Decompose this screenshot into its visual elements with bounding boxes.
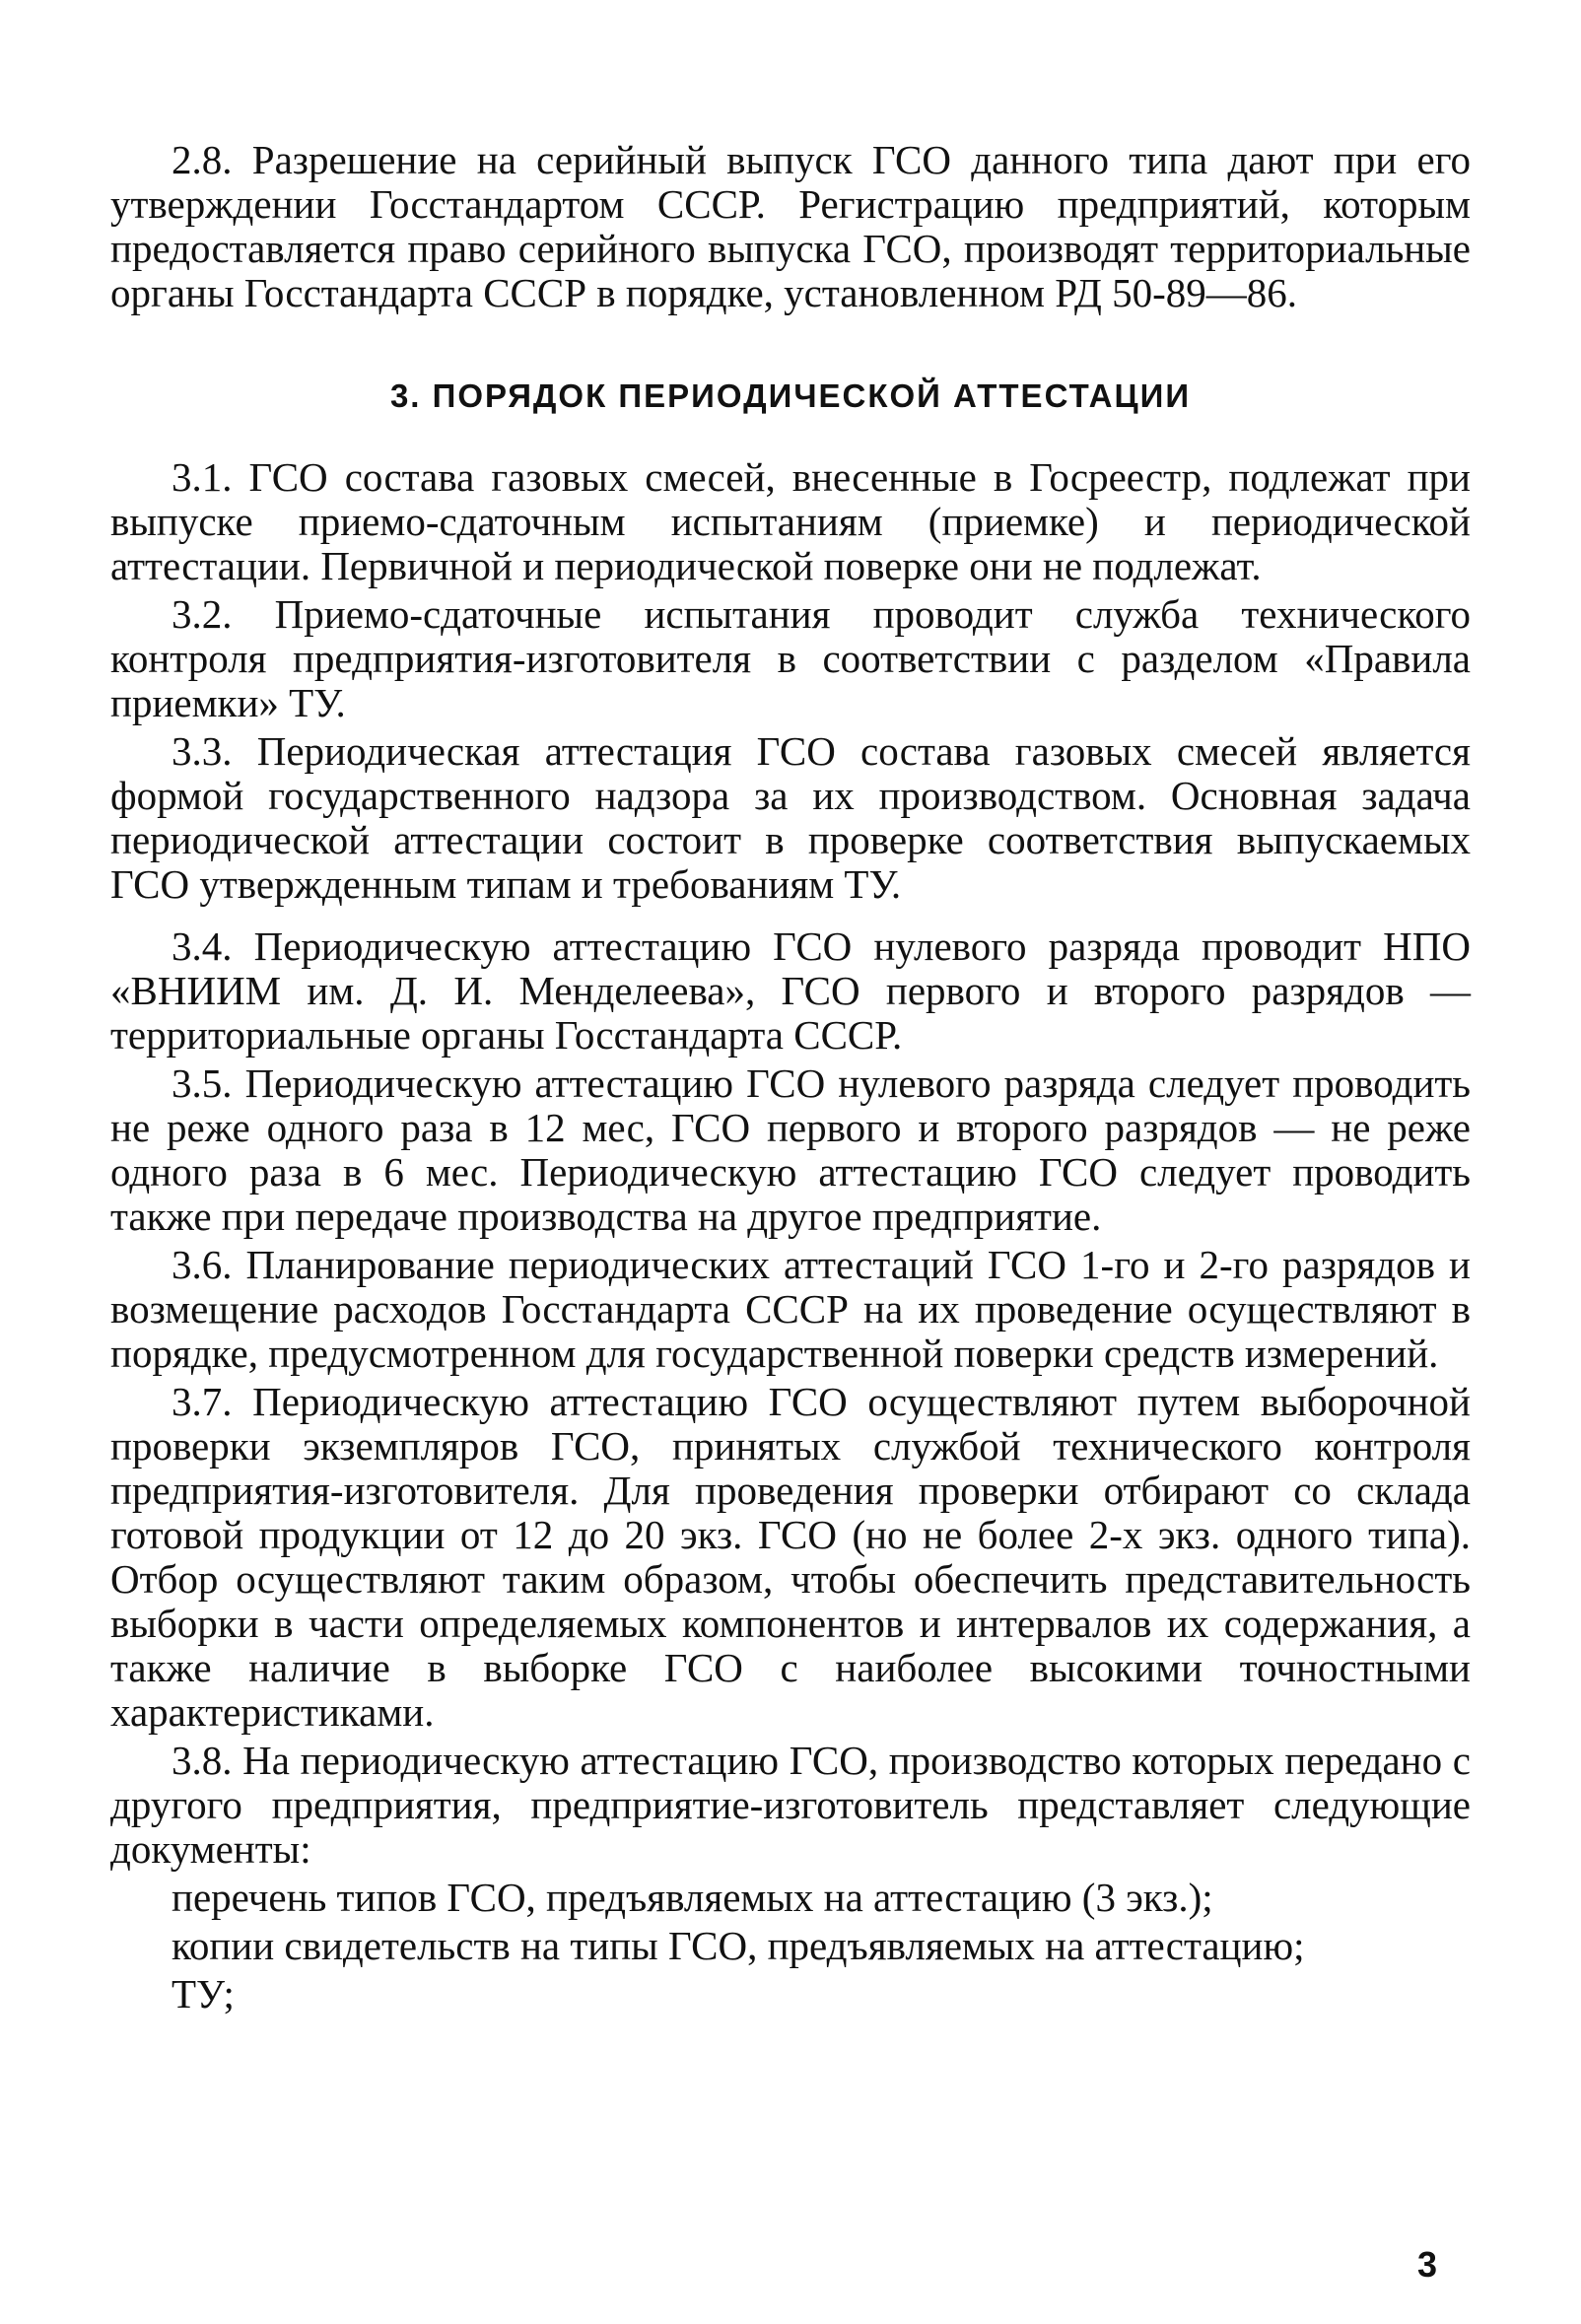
page-number: 3 bbox=[1416, 2244, 1437, 2285]
paragraph-3-6: 3.6. Планирование периодических аттестаций ГСО 1-го и 2-го разрядов и возмещение расходов Госстандарта СССР на их проведение осуществляют в порядке, предусмотренном для государственной поверки средств измерений. bbox=[110, 1242, 1471, 1376]
document-page bbox=[110, 138, 1471, 2016]
paragraph-3-3: 3.3. Периодическая аттестация ГСО состава газовых смесей является формой государственного надзора за их производством. Основная задача периодической аттестации состоит в проверке соответствия выпускаемых ГСО утвержденным типам и требованиям ТУ. bbox=[110, 728, 1471, 907]
paragraph-3-2: 3.2. Приемо-сдаточные испытания проводит служба технического контроля предприятия-изготовителя в соответствии с разделом «Правила приемки» ТУ. bbox=[110, 591, 1471, 725]
paragraph-3-7: 3.7. Периодическую аттестацию ГСО осуществляют путем выборочной проверки экземпляров ГСО, принятых службой технического контроля предприятия-изготовителя. Для проведения проверки отбирают со склада готовой продукции от 12 до 20 экз. ГСО (но не более 2-х экз. одного типа). Отбор осуществляют таким образом, чтобы обеспечить представительность выборки в части определяемых компонентов и интервалов их содержания, а также наличие в выборке ГСО с наиболее высокими точностными характеристиками. bbox=[110, 1379, 1471, 1735]
paragraph-3-1: 3.1. ГСО состава газовых смесей, внесенные в Госреестр, подлежат при выпуске приемо-сдаточным испытаниям (приемке) и периодической аттестации. Первичной и периодической поверке они не подлежат. bbox=[110, 454, 1471, 588]
list-item-types: перечень типов ГСО, предъявляемых на аттестацию (3 экз.); bbox=[172, 1875, 1213, 1920]
paragraph-3-4: 3.4. Периодическую аттестацию ГСО нулевого разряда проводит НПО «ВНИИМ им. Д. И. Менделеева», ГСО первого и второго разрядов — территориальные органы Госстандарта СССР. bbox=[110, 923, 1471, 1058]
section-title: 3. ПОРЯДОК ПЕРИОДИЧЕСКОЙ АТТЕСТАЦИИ bbox=[389, 377, 1192, 414]
list-item-certificates: копии свидетельств на типы ГСО, предъявляемых на аттестацию; bbox=[172, 1923, 1305, 1968]
paragraph-3-5: 3.5. Периодическую аттестацию ГСО нулевого разряда следует проводить не реже одного раза в 12 мес, ГСО первого и второго разрядов — не реже одного раза в 6 мес. Периодическую аттестацию ГСО следует проводить также при передаче производства на другое предприятие. bbox=[110, 1060, 1471, 1239]
list-item-tu: ТУ; bbox=[172, 1971, 235, 2016]
paragraph-3-8: 3.8. На периодическую аттестацию ГСО, производство которых передано с другого предприятия, предприятие-изготовитель представляет следующие документы: bbox=[110, 1738, 1471, 1872]
paragraph-2-8: 2.8. Разрешение на серийный выпуск ГСО данного типа дают при его утверждении Госстандартом СССР. Регистрацию предприятий, которым предоставляется право серийного выпуска ГСО, производят территориальные органы Госстандарта СССР в порядке, установленном РД 50-89—86. bbox=[110, 137, 1471, 315]
